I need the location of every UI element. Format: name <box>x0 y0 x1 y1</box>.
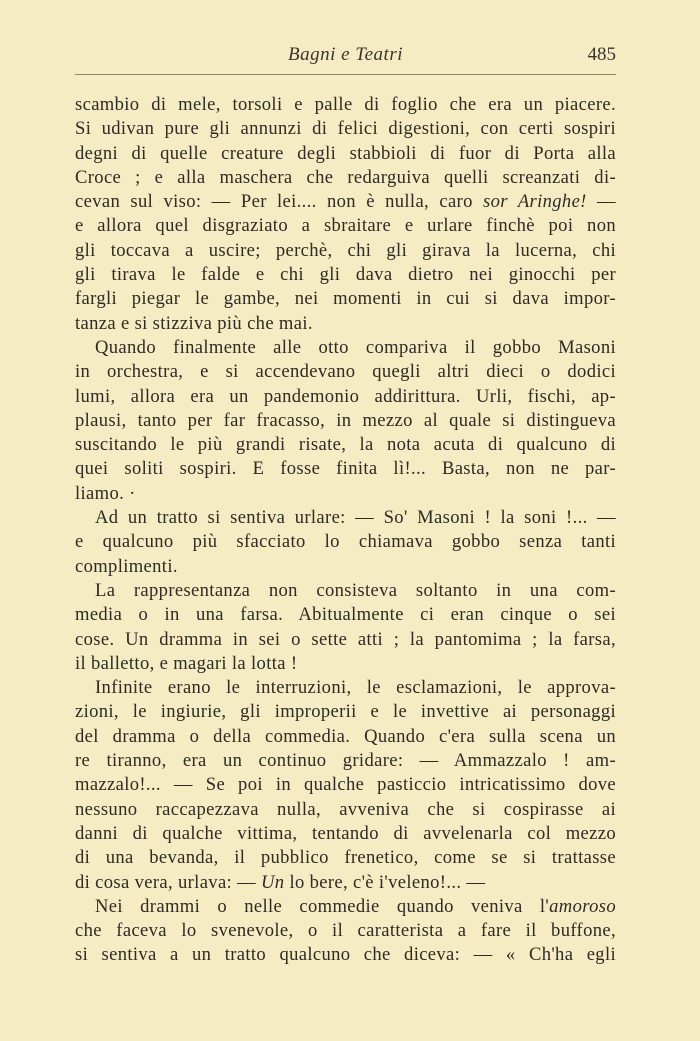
text-line: del dramma o della commedia. Quando c'era sulla scena un <box>75 725 616 747</box>
italic-text: Un <box>261 871 285 893</box>
text-line: zioni, le ingiurie, gli improperii e le invettive ai personaggi <box>75 701 616 723</box>
paragraph <box>75 506 616 579</box>
paragraph <box>75 93 616 336</box>
text-line: fargli piegar le gambe, nei momenti in cui si dava impor- <box>75 288 616 310</box>
text-line: mazzalo!... — Se poi in qualche pasticcio intricatissimo dove <box>75 774 616 796</box>
text-line: che faceva lo svenevole, o il caratterista a fare il buffone, <box>75 920 616 942</box>
text-line: Infinite erano le interruzioni, le esclamazioni, le approva- <box>95 677 616 699</box>
text-line: in orchestra, e si accendevano quegli altri dieci o dodici <box>75 361 616 383</box>
text-line: nessuno raccapezzava nulla, avveniva che si cospirasse ai <box>75 798 616 820</box>
italic-text: amoroso <box>549 895 616 917</box>
paragraph <box>75 579 616 676</box>
page-number: 485 <box>587 44 616 65</box>
paragraph <box>75 676 616 895</box>
text-line: complimenti. <box>75 555 178 577</box>
text-line: La rappresentanza non consisteva soltanto in una com- <box>95 579 616 601</box>
body-text <box>75 93 616 968</box>
text-line: quei soliti sospiri. E fosse finita lì!... Basta, non ne par- <box>75 458 616 480</box>
text-line: e qualcuno più sfacciato lo chiamava gobbo senza tanti <box>75 531 616 553</box>
text-line: gli toccava a uscire; perchè, chi gli girava la lucerna, chi <box>75 239 616 261</box>
text-line: scambio di mele, torsoli e palle di foglio che era un piacere. <box>75 94 616 115</box>
text-line: re tiranno, era un continuo gridare: — Ammazzalo ! am- <box>75 750 616 772</box>
text-line: Nei drammi o nelle commedie quando veniva l'amoroso <box>95 895 616 917</box>
text-line: e allora quel disgraziato a sbraitare e urlare finchè poi non <box>75 215 616 237</box>
running-title: Bagni e Teatri <box>287 44 404 65</box>
text-line: gli tirava le falde e chi gli dava dietro nei ginocchi per <box>75 264 616 286</box>
text-line: suscitando le più grandi risate, la nota acuta di qualcuno di <box>75 434 616 456</box>
italic-text: sor Aringhe! <box>483 191 587 213</box>
text-line: plausi, tanto per far fracasso, in mezzo al quale si distingueva <box>75 409 616 431</box>
text-line: media o in una farsa. Abitualmente ci eran cinque o sei <box>75 604 616 626</box>
text-line: Croce ; e alla maschera che redarguiva quelli screanzati di- <box>75 166 616 188</box>
paragraph <box>75 336 616 506</box>
text-line: degni di quelle creature degli stabbioli di fuor di Porta alla <box>75 142 616 164</box>
text-line: Si udivan pure gli annunzi di felici digestioni, con certi sospiri <box>75 118 616 140</box>
paragraph <box>75 895 616 968</box>
text-line: di cosa vera, urlava: — Un lo bere, c'è i'veleno!... — <box>75 871 486 893</box>
text-line: cevan sul viso: — Per lei.... non è nulla, caro sor Aringhe! — <box>75 191 616 213</box>
text-line: di una bevanda, il pubblico frenetico, come se si trattasse <box>75 847 616 869</box>
running-head <box>75 44 616 70</box>
text-line: si sentiva a un tratto qualcuno che diceva: — « Ch'ha egli <box>75 944 616 966</box>
text-line: cose. Un dramma in sei o sette atti ; la pantomima ; la farsa, <box>75 628 616 650</box>
text-line: liamo. · <box>75 482 136 504</box>
text-line: Ad un tratto si sentiva urlare: — So' Masoni ! la soni !... — <box>95 507 616 529</box>
text-line: il balletto, e magari la lotta ! <box>75 652 298 674</box>
text-line: lumi, allora era un pandemonio addirittura. Urli, fischi, ap- <box>75 385 616 407</box>
text-line: Quando finalmente alle otto compariva il gobbo Masoni <box>95 336 616 358</box>
header-rule <box>75 74 616 75</box>
text-line: tanza e si stizziva più che mai. <box>75 312 313 334</box>
text-line: danni di qualche vittima, tentando di avvelenarla col mezzo <box>75 822 616 844</box>
